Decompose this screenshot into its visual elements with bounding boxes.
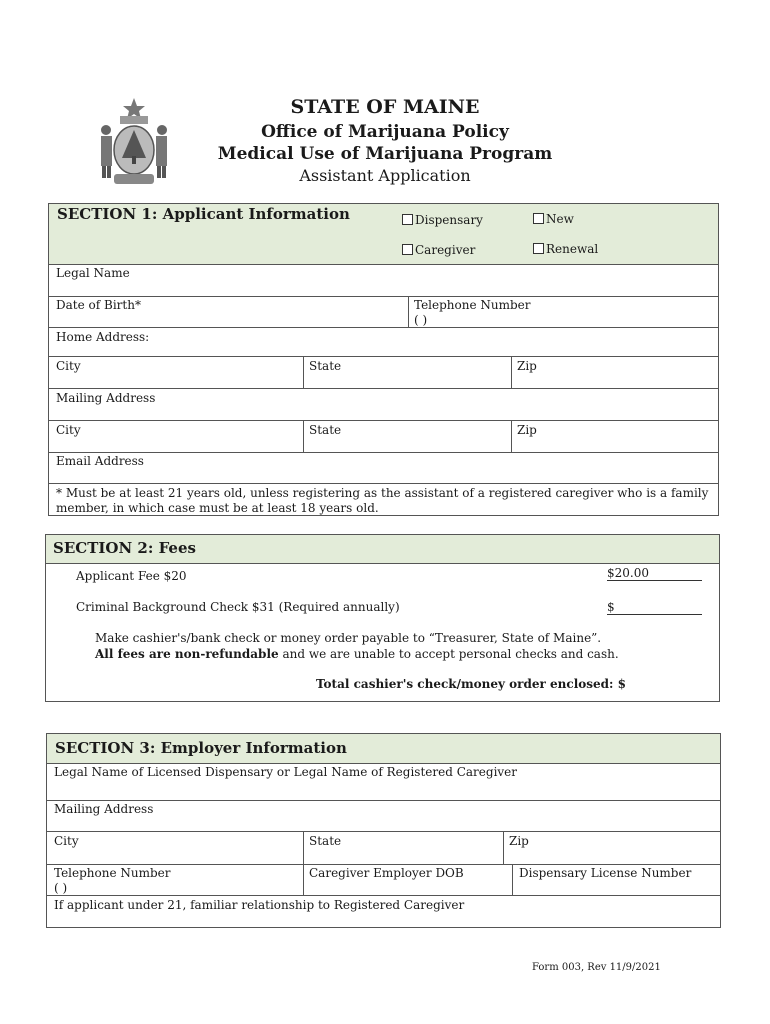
applicant-fee-amount: $20.00	[607, 566, 702, 581]
employer-zip-field[interactable]: Zip	[509, 834, 529, 848]
employer-telephone-field[interactable]: Telephone Number	[54, 866, 171, 880]
renewal-checkbox[interactable]	[533, 242, 598, 256]
dispensary-license-field[interactable]: Dispensary License Number	[519, 866, 692, 880]
age-note: * Must be at least 21 years old, unless registering as the assistant of a registered caregiver who is a family member, in which case must be at least 18 years old.	[56, 486, 709, 515]
office-title: Office of Marijuana Policy	[261, 122, 509, 142]
applicant-fee-label: Applicant Fee $20	[76, 569, 187, 583]
mailing-state-field[interactable]: State	[309, 423, 342, 437]
employer-state-field[interactable]: State	[309, 834, 342, 848]
checkbox-box-icon	[402, 244, 413, 255]
email-field[interactable]: Email Address	[56, 454, 144, 468]
background-check-amount: $	[607, 600, 702, 615]
background-check-field[interactable]	[607, 600, 702, 615]
new-checkbox[interactable]	[533, 212, 574, 226]
employer-telephone-parens: ( )	[54, 881, 68, 895]
mailing-city-field[interactable]: City	[56, 423, 81, 437]
dispensary-checkbox[interactable]	[402, 213, 483, 227]
home-city-field[interactable]: City	[56, 359, 81, 373]
legal-name-field[interactable]: Legal Name	[56, 266, 130, 280]
nonrefundable-note	[95, 647, 619, 661]
home-zip-field[interactable]: Zip	[517, 359, 537, 373]
relationship-field[interactable]: If applicant under 21, familiar relationship to Registered Caregiver	[54, 898, 465, 912]
employer-mailing-address-field[interactable]: Mailing Address	[54, 802, 154, 816]
section1-title: SECTION 1: Applicant Information	[57, 205, 350, 223]
program-title: Medical Use of Marijuana Program	[217, 144, 553, 164]
checkbox-box-icon	[533, 213, 544, 224]
new-label: New	[546, 212, 574, 226]
applicant-fee-value	[607, 566, 702, 581]
dob-field[interactable]: Date of Birth*	[56, 298, 141, 312]
background-check-label: Criminal Background Check $31 (Required annually)	[76, 600, 400, 614]
employer-legal-name-field[interactable]: Legal Name of Licensed Dispensary or Legal Name of Registered Caregiver	[54, 765, 518, 779]
employer-city-field[interactable]: City	[54, 834, 79, 848]
payable-note: Make cashier's/bank check or money order payable to “Treasurer, State of Maine”.	[95, 631, 602, 645]
dispensary-label: Dispensary	[415, 213, 483, 227]
state-title: STATE OF MAINE	[290, 96, 480, 118]
caregiver-dob-field[interactable]: Caregiver Employer DOB	[309, 866, 464, 880]
checkbox-box-icon	[533, 243, 544, 254]
mailing-zip-field[interactable]: Zip	[517, 423, 537, 437]
caregiver-label: Caregiver	[415, 243, 476, 257]
form-title: Assistant Application	[299, 166, 471, 185]
telephone-field[interactable]: Telephone Number	[414, 298, 531, 312]
section2-title: SECTION 2: Fees	[53, 539, 196, 557]
home-address-field[interactable]: Home Address:	[56, 330, 150, 344]
caregiver-checkbox[interactable]	[402, 243, 475, 257]
renewal-label: Renewal	[546, 242, 599, 256]
total-enclosed-field[interactable]: Total cashier's check/money order enclosed: $	[316, 677, 626, 691]
section3-title: SECTION 3: Employer Information	[55, 739, 347, 757]
nonrefundable-rest: and we are unable to accept personal checks and cash.	[278, 647, 619, 661]
checkbox-box-icon	[402, 214, 413, 225]
telephone-parens: ( )	[414, 313, 428, 327]
form-number: Form 003, Rev 11/9/2021	[532, 962, 661, 973]
nonrefundable-bold: All fees are non-refundable	[95, 647, 279, 661]
home-state-field[interactable]: State	[309, 359, 342, 373]
mailing-address-field[interactable]: Mailing Address	[56, 391, 156, 405]
